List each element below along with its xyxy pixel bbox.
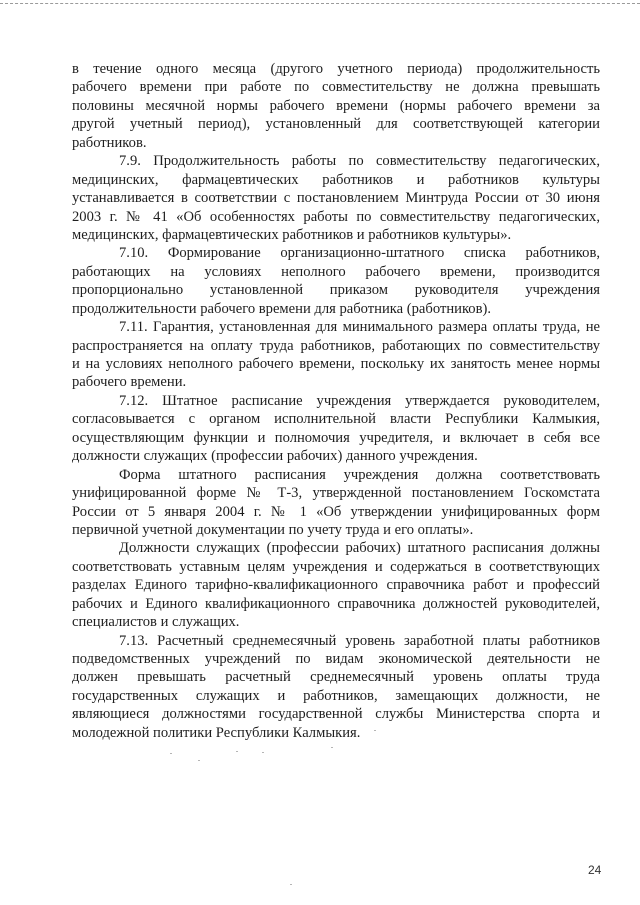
- text-line: распространяется на оплату труда работников, работающих по совместительству: [72, 337, 600, 354]
- scan-speck: [262, 752, 264, 753]
- scan-speck: [170, 753, 172, 754]
- text-line: медицинских, фармацевтических работников и работников культуры».: [72, 226, 512, 243]
- scan-edge-line: [0, 3, 640, 4]
- text-line: первичной учетной документации по учету труда и его оплаты».: [72, 521, 474, 538]
- scan-speck: [236, 751, 238, 752]
- text-line: государственных служащих и работников, замещающих должности, не: [72, 687, 600, 704]
- text-line: являющиеся должностями государственной службы Министерства спорта и: [72, 706, 600, 723]
- text-line: продолжительности рабочего времени для работника (работников).: [72, 300, 491, 317]
- text-line: унифицированной форме № Т-3, утвержденной постановлением Госкомстата: [72, 485, 600, 502]
- text-line: работающих на условиях неполного рабочего времени, производится: [72, 263, 600, 280]
- text-line: работников.: [72, 134, 147, 151]
- text-line: осуществляющим функции и полномочия учредителя, и включает в себя все: [72, 429, 600, 446]
- text-line: 7.10. Формирование организационно-штатного списка работников,: [119, 245, 600, 262]
- text-line: рабочих и Единого квалификационного справочника должностей руководителей,: [72, 595, 600, 612]
- text-line: согласовывается с органом исполнительной власти Республики Калмыкия,: [72, 411, 600, 428]
- text-line: должен превышать расчетный среднемесячный уровень оплаты труда: [72, 669, 600, 686]
- text-line: должности служащих (профессии рабочих) данного учреждения.: [72, 448, 478, 465]
- scan-speck: [331, 747, 333, 748]
- text-line: России от 5 января 2004 г. № 1 «Об утверждении унифицированных форм: [72, 503, 600, 520]
- text-line: рабочего времени при работе по совместительству не должна превышать: [72, 79, 600, 96]
- text-line: пропорционально установленной приказом руководителя учреждения: [72, 282, 600, 299]
- text-line: Форма штатного расписания учреждения должна соответствовать: [119, 466, 600, 483]
- text-line: молодежной политики Республики Калмыкия.: [72, 724, 361, 741]
- text-line: медицинских, фармацевтических работников и работников культуры: [72, 171, 600, 188]
- text-line: половины месячной нормы рабочего времени (нормы рабочего времени за: [72, 97, 600, 114]
- text-line: специалистов и служащих.: [72, 614, 240, 631]
- text-line: Должности служащих (профессии рабочих) штатного расписания должны: [119, 540, 600, 557]
- scan-speck: [290, 884, 292, 885]
- text-line: 2003 г. № 41 «Об особенностях работы по совместительству педагогических,: [72, 208, 600, 225]
- text-line: разделах Единого тарифно-квалификационного справочника работ и профессий: [72, 577, 600, 594]
- text-line: 7.11. Гарантия, установленная для минимального размера оплаты труда, не: [119, 319, 600, 336]
- document-body: [72, 60, 600, 742]
- text-line: соответствовать уставным целям учреждения и содержаться в соответствующих: [72, 558, 600, 575]
- text-line: в течение одного месяца (другого учетного периода) продолжительность: [72, 61, 600, 77]
- scan-speck: [374, 730, 376, 731]
- scan-speck: [198, 760, 200, 761]
- text-line: 7.12. Штатное расписание учреждения утверждается руководителем,: [119, 392, 600, 409]
- text-line: подведомственных учреждений по видам экономической деятельности не: [72, 651, 600, 667]
- text-line: 7.9. Продолжительность работы по совместительству педагогических,: [119, 153, 600, 170]
- text-line: и на условиях неполного рабочего времени, поскольку их занятость менее нормы: [72, 356, 600, 372]
- text-line: рабочего времени.: [72, 374, 187, 391]
- text-line: 7.13. Расчетный среднемесячный уровень заработной платы работников: [119, 632, 600, 649]
- page-number: 24: [588, 863, 602, 877]
- text-line: другой учетный период), установленный для соответствующей категории: [72, 116, 600, 133]
- text-line: устанавливается в соответствии с постановлением Минтруда России от 30 июня: [72, 190, 600, 207]
